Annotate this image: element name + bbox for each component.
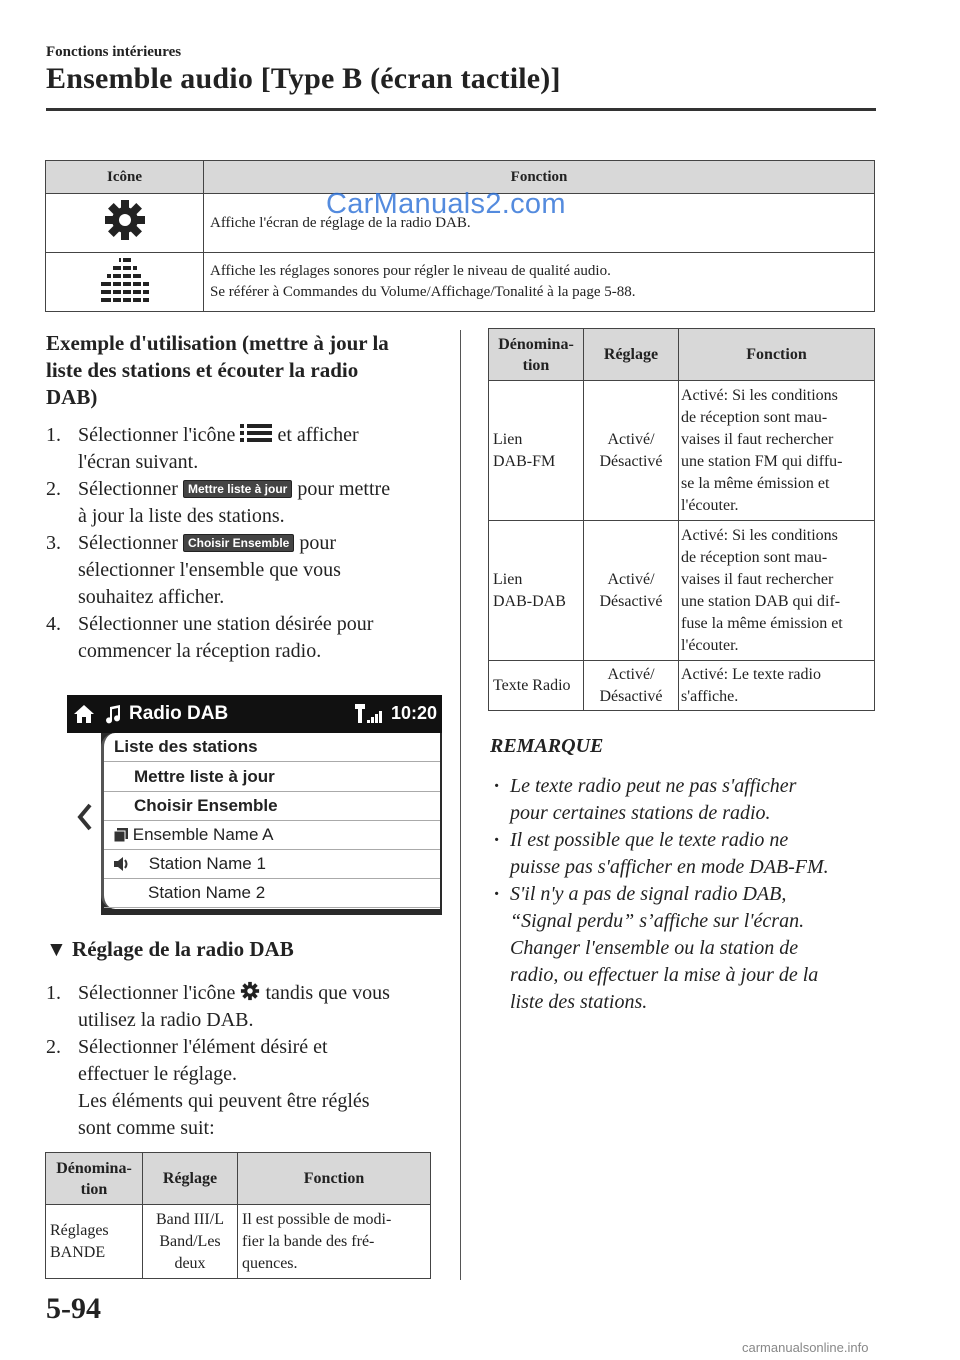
update-list-item[interactable]: Mettre liste à jour: [104, 763, 440, 792]
header-reglage: Réglage: [584, 329, 679, 381]
triangle-down-icon: ▼: [46, 937, 67, 961]
equalizer-icon: [97, 254, 153, 304]
header-fonction: Fonction: [238, 1153, 431, 1205]
watermark: CarManuals2.com: [326, 188, 566, 220]
page-number: 5-94: [46, 1292, 101, 1325]
table-row: Lien DAB-FM Activé/ Désactivé Activé: Si les conditions de réception sont mau- vaises il faut rechercher une station FM qui diffu- se la même émission et l'écouter.: [489, 381, 875, 521]
station-item[interactable]: Station Name 2: [104, 879, 440, 908]
header-reglage: Réglage: [143, 1153, 238, 1205]
screen-header: [67, 695, 442, 733]
home-icon[interactable]: [73, 704, 95, 724]
speaker-icon: [114, 857, 130, 871]
station-list: [101, 733, 440, 909]
list-icon: [240, 423, 272, 443]
table-row: Texte Radio Activé/ Désactivé Activé: Le texte radio s'affiche.: [489, 661, 875, 711]
list-header: Liste des stations: [104, 733, 440, 762]
screen-time: 10:20: [391, 703, 438, 723]
list-item: 2. Sélectionner Mettre liste à jour pour mettre à jour la liste des stations.: [46, 478, 391, 527]
remarque-notes: [490, 773, 890, 1016]
list-item: 3. Sélectionner Choisir Ensemble pour sélectionner l'ensemble que vous souhaitez afficher.: [46, 532, 341, 608]
header-icone: Icône: [46, 161, 204, 194]
choose-ensemble-item[interactable]: Choisir Ensemble: [104, 792, 440, 821]
reglage-steps: [46, 980, 456, 1142]
function-desc: Affiche l'écran de réglage de la radio DAB.: [204, 194, 875, 253]
remarque-title: REMARQUE: [490, 735, 604, 757]
header-fonction: Fonction: [679, 329, 875, 381]
list-item: 4. Sélectionner une station désirée pour commencer la réception radio.: [46, 613, 374, 662]
table-row: Lien DAB-DAB Activé/ Désactivé Activé: Si les conditions de réception sont mau- vaises il faut rechercher une station DAB qui dif- fuse la même émission et l'écouter.: [489, 521, 875, 661]
example-heading: Exemple d'utilisation (mettre à jour la liste des stations et écouter la radio DAB): [46, 331, 389, 409]
music-note-icon: [105, 705, 121, 724]
radio-screen: [67, 695, 442, 915]
function-desc: Affiche les réglages sonores pour régler le niveau de qualité audio. Se référer à Commandes du Volume/Affichage/Tonalité à la page 5-88.: [204, 253, 875, 312]
reglage-heading: ▼ Réglage de la radio DAB: [46, 937, 294, 961]
list-item: 2. Sélectionner l'élément désiré et effectuer le réglage. Les éléments qui peuvent être réglés sont comme suit:: [46, 1036, 370, 1139]
ensemble-item[interactable]: Ensemble Name A: [104, 821, 440, 850]
page-title: Ensemble audio [Type B (écran tactile)]: [46, 62, 561, 95]
column-divider: [460, 330, 461, 1280]
settings-table-left: [45, 1152, 431, 1279]
icon-function-table: [45, 160, 875, 312]
section-label: Fonctions intérieures: [46, 44, 182, 60]
list-item: 1. Sélectionner l'icône et afficher l'écran suivant.: [46, 424, 359, 473]
screen-title: Radio DAB: [129, 703, 229, 724]
gear-icon: [240, 981, 260, 1001]
header-denomination: Dénomina- tion: [46, 1153, 143, 1205]
station-item[interactable]: Station Name 1: [104, 850, 440, 879]
footer-watermark: carmanualsonline.info: [742, 1340, 869, 1355]
ensemble-icon: [114, 828, 128, 842]
list-item: · Il est possible que le texte radio ne puisse pas s'afficher en mode DAB-FM.: [490, 827, 890, 881]
choose-ensemble-button: Choisir Ensemble: [183, 534, 294, 552]
header-fonction: Fonction: [204, 161, 875, 194]
update-list-button: Mettre liste à jour: [183, 480, 292, 498]
example-steps: [46, 422, 456, 665]
table-row: [46, 253, 875, 312]
table-row: Réglages BANDE Band III/L Band/Les deux Il est possible de modi- fier la bande des fré- quences.: [46, 1205, 431, 1279]
settings-table-right: [488, 328, 875, 711]
header-denomination: Dénomina- tion: [489, 329, 584, 381]
signal-icon: [353, 704, 383, 724]
back-chevron-icon[interactable]: [77, 803, 93, 831]
list-item: · S'il n'y a pas de signal radio DAB, “Signal perdu” s’affiche sur l'écran. Changer l'ensemble ou la station de radio, ou effectuer la mise à jour de la liste des stations.: [490, 881, 890, 1016]
list-item: 1. Sélectionner l'icône tandis que vous utilisez la radio DAB.: [46, 982, 390, 1031]
title-divider: [46, 108, 876, 111]
gear-icon: [103, 198, 147, 242]
list-item: · Le texte radio peut ne pas s'afficher pour certaines stations de radio.: [490, 773, 890, 827]
